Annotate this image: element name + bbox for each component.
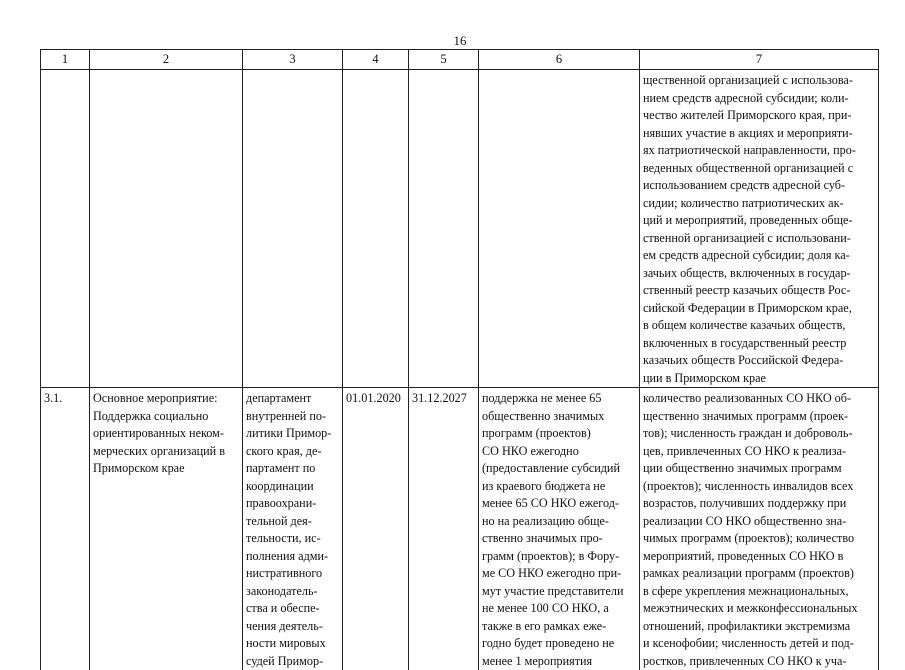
cell-empty	[409, 70, 479, 388]
page-number: 16	[430, 33, 490, 49]
cell-expected-result: поддержка не менее 65 общественно значимых программ (проектов) СО НКО ежегодно (предоставление субсидий из краевого бюджета не менее 65 СО НКО ежегод- но на реализацию обще- ственно значимых про- грамм (проектов); в Фору- ме СО НКО ежегодно при- мут участие представители не менее 100 СО НКО, а также в его рамках еже- годно будет проведено не менее 1 мероприятия	[479, 388, 640, 670]
program-activities-table	[40, 49, 879, 670]
cell-start-date: 01.01.2020	[343, 388, 409, 670]
header-col-2: 2	[90, 50, 243, 70]
cell-activity-name: Основное мероприятие: Поддержка социально ориентированных неком- мерческих организаций в Приморском крае	[90, 388, 243, 670]
cell-empty	[479, 70, 640, 388]
cell-responsible-executor: департамент внутренней по- литики Примор- ского края, де- партамент по координации правоохрани- тельной дея- тельности, ис- полнения адми- нистративного законодатель- ства и обеспе- чения деятель- ности мировых судей Примор-	[243, 388, 343, 670]
cell-indicators: количество реализованных СО НКО об- щественно значимых программ (проек- тов); численность граждан и доброволь- цев, привлеченных СО НКО к реализа- ции общественно значимых программ (проектов); численность инвалидов всех возрастов, получивших поддержку при реализации СО НКО общественно зна- чимых программ (проектов); количество мероприятий, проведенных СО НКО в рамках реализации программ (проектов) в сфере укрепления межнациональных, межэтнических и межконфессиональных отношений, профилактики экстремизма и ксенофобии; численность детей и под- ростков, привлеченных СО НКО к уча-	[640, 388, 879, 670]
cell-indicators-continued: щественной организацией с использова- нием средств адресной субсидии; коли- чество жителей Приморского края, при- нявших участие в акциях и мероприяти- ях патриотической направленности, про- веденных общественной организацией с использованием средств адресной суб- сидии; количество патриотических ак- ций и мероприятий, проведенных обще- ственной организацией с использовани- ем средств адресной субсидии; доля ка- зачьих обществ, включенных в государ- ственный реестр казачьих обществ Рос- сийской Федерации в Приморском крае, в общем количестве казачьих обществ, включенных в государственный реестр казачьих обществ Российской Федера- ции в Приморском крае	[640, 70, 879, 388]
cell-empty	[343, 70, 409, 388]
cell-empty	[90, 70, 243, 388]
header-col-1: 1	[41, 50, 90, 70]
table-header-row	[41, 50, 879, 70]
header-col-3: 3	[243, 50, 343, 70]
cell-empty	[41, 70, 90, 388]
table-row-continuation	[41, 70, 879, 388]
cell-empty	[243, 70, 343, 388]
cell-item-number: 3.1.	[41, 388, 90, 670]
header-col-4: 4	[343, 50, 409, 70]
cell-end-date: 31.12.2027	[409, 388, 479, 670]
table-row-3-1	[41, 388, 879, 670]
header-col-7: 7	[640, 50, 879, 70]
header-col-5: 5	[409, 50, 479, 70]
header-col-6: 6	[479, 50, 640, 70]
